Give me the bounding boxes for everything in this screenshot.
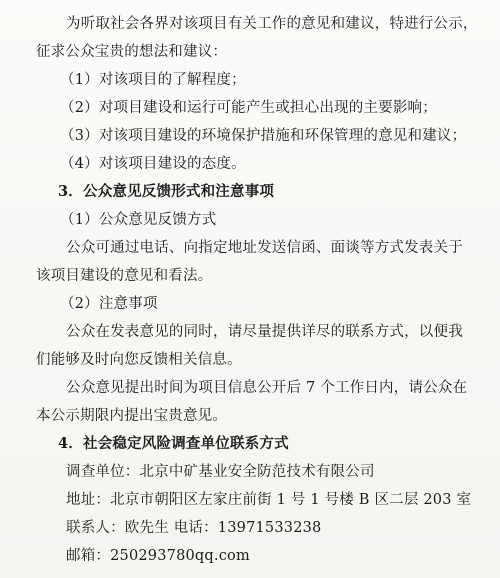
doc-line-notes-2: 们能够及时向您反馈相关信息。	[36, 352, 242, 368]
contact-unit: 调查单位：北京中矿基业安全防范技术有限公司	[66, 464, 375, 480]
doc-line-feedback-1: 公众可通过电话、向指定地址发送信函、面谈等方式发表关于	[66, 240, 463, 256]
doc-line-notes-1: 公众在发表意见的同时，请尽量提供详尽的联系方式，以便我	[66, 324, 463, 340]
subheading-feedback-method: （1）公众意见反馈方式	[60, 212, 217, 228]
doc-line-feedback-2: 该项目建设的意见和看法。	[36, 268, 213, 284]
doc-line-notes-4: 本公示期限内提出宝贵意见。	[36, 408, 228, 424]
contact-email: 邮箱：250293780qq.com	[66, 548, 250, 564]
doc-line-item-1: （1）对该项目的了解程度；	[60, 72, 246, 88]
doc-line-intro-2: 征求公众宝贵的想法和建议：	[36, 44, 228, 60]
doc-line-notes-3: 公众意见提出时间为项目信息公开后 7 个工作日内，请公众在	[66, 380, 468, 396]
contact-person-phone: 联系人：欧先生 电话：13971533238	[66, 520, 322, 536]
subheading-notes: （2）注意事项	[60, 296, 158, 312]
section-heading-3: 3．公众意见反馈形式和注意事项	[58, 183, 275, 200]
section-heading-4: 4．社会稳定风险调查单位联系方式	[58, 435, 289, 452]
doc-line-item-2: （2）对项目建设和运行可能产生或担心出现的主要影响；	[60, 100, 437, 116]
doc-line-item-3: （3）对该项目建设的环境保护措施和环保管理的意见和建议；	[60, 128, 467, 144]
doc-line-intro-1: 为听取社会各界对该项目有关工作的意见和建议，特进行公示，	[66, 16, 478, 32]
contact-address: 地址：北京市朝阳区左家庄前街 1 号 1 号楼 B 区二层 203 室	[66, 492, 472, 508]
doc-line-item-4: （4）对该项目建设的态度。	[60, 156, 246, 172]
